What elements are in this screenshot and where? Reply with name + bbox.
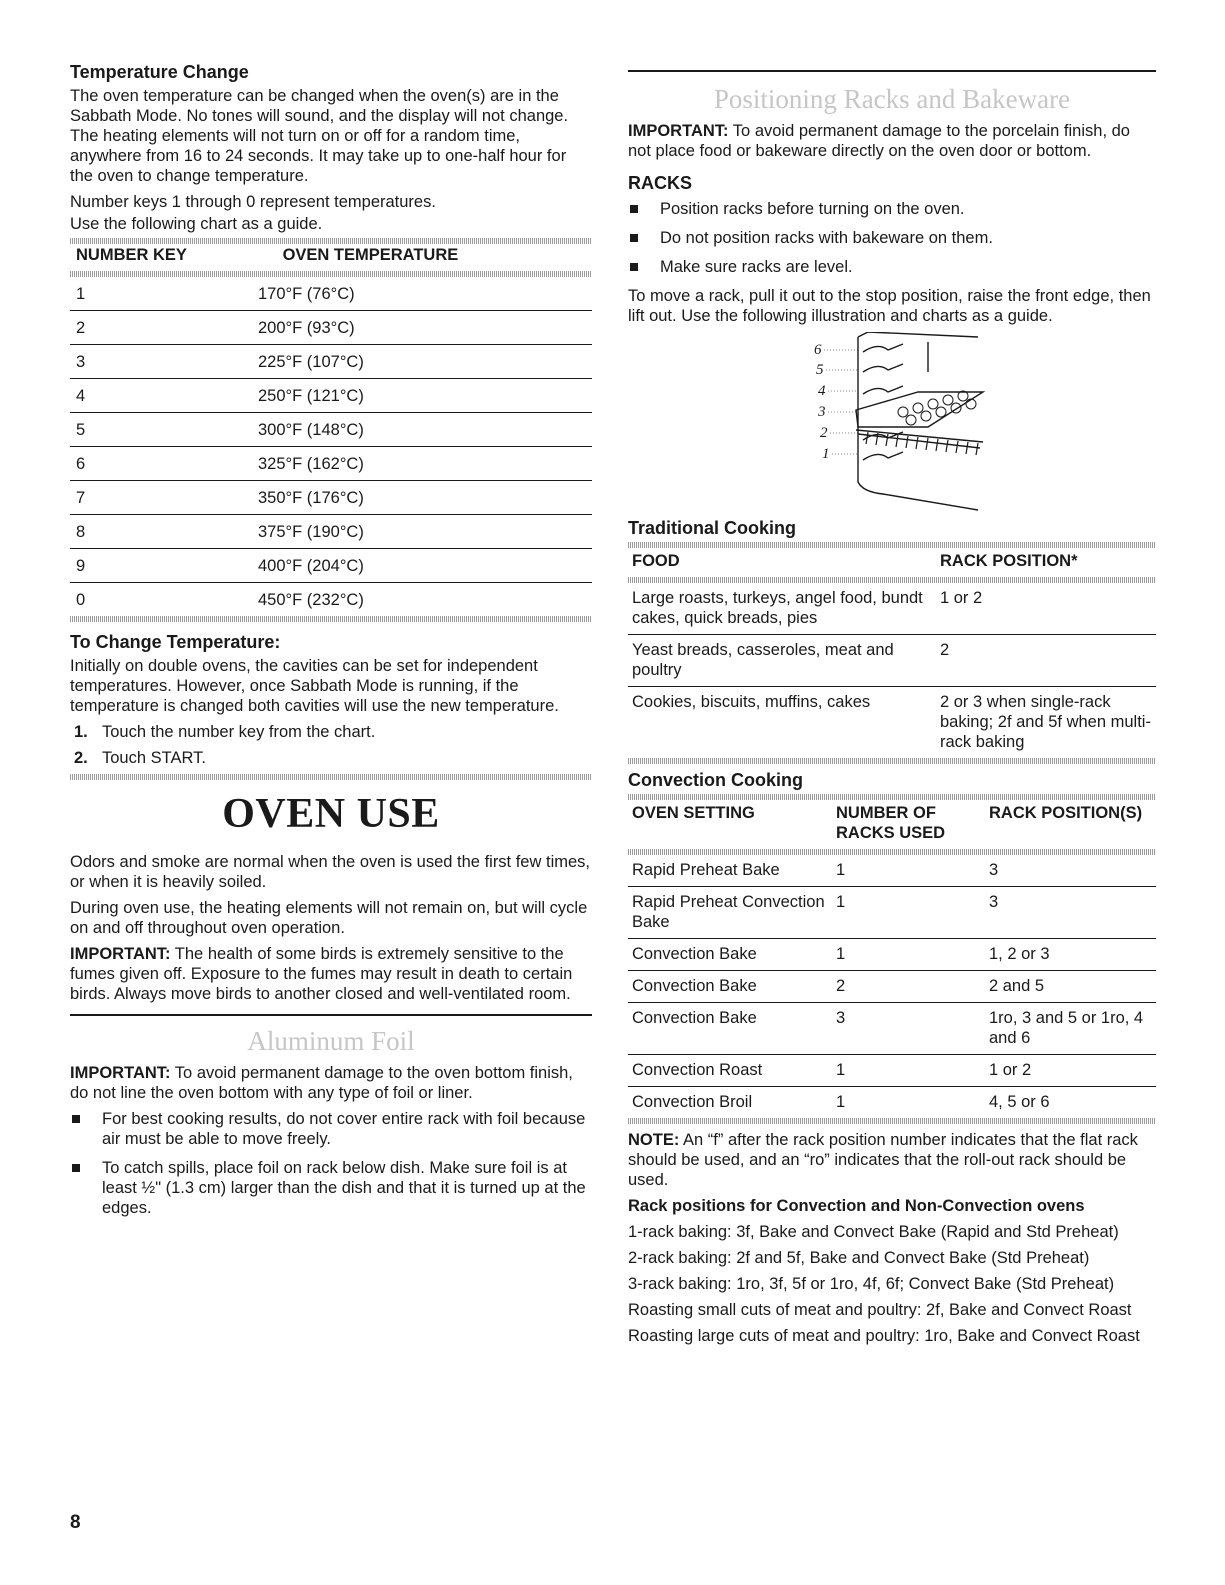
food-cell: Large roasts, turkeys, angel food, bundt cakes, quick breads, pies (628, 583, 936, 635)
table-row (70, 345, 592, 379)
header-number-of-racks: NUMBER OF RACKS USED (836, 804, 946, 842)
oven-use-paragraph-1: Odors and smoke are normal when the oven is used the first few times, or when it is heavily soiled. (70, 853, 590, 891)
foil-bullet-list (70, 1109, 592, 1218)
step-number: 1. (74, 723, 88, 741)
list-item (628, 257, 1156, 277)
table-row (628, 1055, 1156, 1087)
rack-positions-line: Roasting large cuts of meat and poultry: 1ro, Bake and Convect Roast (628, 1327, 1140, 1345)
table-row (628, 1087, 1156, 1119)
number-key-cell: 0 (76, 590, 86, 609)
rack-label-3: 3 (818, 404, 826, 420)
rack-positions-cell: 3 (985, 855, 1156, 887)
rack-position-cell: 2 (936, 635, 1156, 687)
to-change-temperature-heading: To Change Temperature: (70, 632, 281, 652)
table-row (628, 635, 1156, 687)
rack-positions-cell: 4, 5 or 6 (989, 1093, 1050, 1111)
square-bullet-icon (630, 263, 638, 271)
table-bottom-divider (70, 616, 592, 622)
temperature-change-paragraph: The oven temperature can be changed when the oven(s) are in the Sabbath Mode. No tones will sound, and the display will not change. The heating elements will not turn on or off for a random time, anywhere from 16 to 24 seconds. It may take up to one-half hour for the oven to change temperature. (70, 87, 569, 185)
oven-use-title: OVEN USE (222, 791, 440, 837)
rack-position-cell: 1 or 2 (936, 583, 1156, 635)
table-row (70, 379, 592, 413)
important-text: To avoid permanent damage to the oven bottom finish, do not line the oven bottom with any type of foil or liner. (70, 1064, 573, 1102)
racks-paragraph: To move a rack, pull it out to the stop position, raise the front edge, then lift out. Use the following illustration and charts as a guide. (628, 287, 1151, 325)
food-cell: Cookies, biscuits, muffins, cakes (632, 693, 871, 711)
conv-table-bottom-divider (628, 1118, 1156, 1124)
foil-section-rule (70, 1014, 592, 1016)
table-row (70, 583, 592, 617)
to-change-paragraph: Initially on double ovens, the cavities can be set for independent temperatures. However, once Sabbath Mode is running, if the temperature is changed both cavities will use the new temperature. (70, 657, 559, 715)
foil-important (70, 1063, 592, 1103)
racks-used-cell: 2 (832, 971, 985, 1003)
header-oven-temperature: OVEN TEMPERATURE (282, 246, 459, 264)
racks-used-cell: 1 (832, 855, 985, 887)
oven-setting-cell: Rapid Preheat Bake (628, 855, 832, 887)
oven-setting-cell: Convection Broil (632, 1093, 753, 1111)
step-item (70, 722, 592, 742)
table-row (70, 413, 592, 447)
steps-list (70, 722, 592, 768)
important-text: The health of some birds is extremely sensitive to the fumes given off. Exposure to the fumes may result in death to certain birds. Always move birds to another closed and well-ventilated room. (70, 945, 573, 1003)
number-key-cell: 5 (70, 413, 252, 447)
racks-heading: RACKS (628, 173, 693, 193)
rack-label-5: 5 (816, 362, 824, 378)
temperature-cell: 450°F (232°C) (258, 590, 364, 609)
step-item (70, 748, 592, 768)
chart-guide-line: Use the following chart as a guide. (70, 215, 323, 233)
temperature-change-heading: Temperature Change (70, 62, 249, 82)
table-row (70, 481, 592, 515)
bullet-text: Position racks before turning on the oven. (660, 200, 965, 218)
table-row (70, 277, 592, 311)
rack-label-1: 1 (822, 446, 830, 462)
number-key-cell: 8 (70, 515, 252, 549)
oven-setting-cell: Convection Bake (628, 971, 832, 1003)
racks-bullet-list (628, 199, 1156, 277)
convection-cooking-table-body (628, 855, 1156, 1118)
square-bullet-icon (72, 1164, 80, 1172)
temperature-cell: 200°F (93°C) (252, 311, 592, 345)
header-rack-positions: RACK POSITION(S) (989, 804, 1143, 822)
convection-cooking-table (628, 800, 1156, 849)
number-key-cell: 9 (70, 549, 252, 583)
list-item (70, 1158, 592, 1218)
step-number: 2. (74, 749, 88, 767)
temperature-cell: 325°F (162°C) (252, 447, 592, 481)
table-row (70, 515, 592, 549)
rack-positions-cell: 1 or 2 (985, 1055, 1156, 1087)
positioning-section-rule (628, 70, 1156, 72)
important-label: IMPORTANT: (70, 945, 171, 963)
table-header-row (628, 800, 1156, 849)
rack-positions-cell: 1ro, 3 and 5 or 1ro, 4 and 6 (985, 1003, 1156, 1055)
oven-setting-cell: Rapid Preheat Convection Bake (628, 887, 832, 939)
number-key-cell: 1 (70, 277, 252, 311)
square-bullet-icon (630, 234, 638, 242)
aluminum-foil-title: Aluminum Foil (247, 1026, 415, 1056)
rack-positions-cell: 1, 2 or 3 (985, 939, 1156, 971)
header-rack-position: RACK POSITION* (940, 552, 1078, 570)
racks-used-cell: 3 (832, 1003, 985, 1055)
rack-positions-line: Roasting small cuts of meat and poultry: 2f, Bake and Convect Roast (628, 1301, 1132, 1319)
temperature-cell: 375°F (190°C) (252, 515, 592, 549)
traditional-cooking-heading: Traditional Cooking (628, 518, 797, 538)
section-divider (70, 774, 592, 780)
bullet-text: To catch spills, place foil on rack below dish. Make sure foil is at least ½" (1.3 cm) larger than the dish and that it is turned up at the edges. (102, 1159, 586, 1217)
positioning-important (628, 121, 1156, 161)
table-header-row (70, 244, 592, 271)
racks-used-cell: 1 (832, 939, 985, 971)
rack-positions-line: 2-rack baking: 2f and 5f, Bake and Convect Bake (Std Preheat) (628, 1249, 1090, 1267)
temperature-cell: 400°F (204°C) (252, 549, 592, 583)
temperature-cell: 300°F (148°C) (252, 413, 592, 447)
traditional-cooking-table (628, 548, 1156, 577)
rack-label-2: 2 (820, 425, 828, 441)
temperature-cell: 170°F (76°C) (252, 277, 592, 311)
bullet-text: For best cooking results, do not cover entire rack with foil because air must be able to move freely. (102, 1110, 586, 1148)
table-header-row (628, 548, 1156, 577)
number-key-cell: 2 (70, 311, 252, 345)
rack-positions-illustration (808, 332, 988, 512)
racks-used-cell: 1 (836, 1093, 846, 1111)
oven-use-paragraph-2: During oven use, the heating elements will not remain on, but will cycle on and off throughout oven operation. (70, 899, 588, 937)
number-key-cell: 3 (70, 345, 252, 379)
note-label: NOTE: (628, 1131, 680, 1149)
table-row (628, 939, 1156, 971)
temperature-table (70, 244, 592, 271)
positioning-racks-title: Positioning Racks and Bakeware (713, 84, 1071, 114)
list-item (628, 228, 1156, 248)
convection-cooking-heading: Convection Cooking (628, 770, 803, 790)
temperature-cell: 250°F (121°C) (252, 379, 592, 413)
traditional-cooking-table-body (628, 583, 1156, 758)
temperature-cell: 225°F (107°C) (252, 345, 592, 379)
trad-table-bottom-divider (628, 758, 1156, 764)
rack-positions-line: 1-rack baking: 3f, Bake and Convect Bake (Rapid and Std Preheat) (628, 1223, 1119, 1241)
page-number: 8 (70, 1512, 81, 1533)
oven-setting-cell: Convection Bake (628, 939, 832, 971)
step-text: Touch the number key from the chart. (102, 723, 376, 741)
number-key-cell: 6 (70, 447, 252, 481)
table-row (70, 447, 592, 481)
table-row (628, 887, 1156, 939)
table-row (70, 549, 592, 583)
table-row (628, 971, 1156, 1003)
oven-setting-cell: Convection Bake (628, 1003, 832, 1055)
header-oven-setting: OVEN SETTING (632, 804, 755, 822)
rack-label-6: 6 (814, 342, 822, 358)
important-text: To avoid permanent damage to the porcelain finish, do not place food or bakeware directly on the oven door or bottom. (628, 122, 1130, 160)
number-keys-line: Number keys 1 through 0 represent temperatures. (70, 193, 436, 211)
table-row (628, 1003, 1156, 1055)
bullet-text: Make sure racks are level. (660, 258, 853, 276)
list-item (628, 199, 1156, 219)
oven-use-important (70, 944, 592, 1004)
bullet-text: Do not position racks with bakeware on them. (660, 229, 993, 247)
rack-positions-heading: Rack positions for Convection and Non-Convection ovens (628, 1197, 1085, 1215)
right-column (628, 70, 1156, 1352)
left-column (70, 62, 592, 1227)
step-text: Touch START. (102, 749, 206, 767)
list-item (70, 1109, 592, 1149)
square-bullet-icon (72, 1115, 80, 1123)
table-row (628, 583, 1156, 635)
temperature-table-body (70, 277, 592, 616)
important-label: IMPORTANT: (70, 1064, 171, 1082)
temperature-cell: 350°F (176°C) (252, 481, 592, 515)
header-food: FOOD (632, 552, 680, 570)
food-cell: Yeast breads, casseroles, meat and poultry (628, 635, 936, 687)
rack-positions-line: 3-rack baking: 1ro, 3f, 5f or 1ro, 4f, 6f; Convect Bake (Std Preheat) (628, 1275, 1115, 1293)
note-paragraph (628, 1130, 1156, 1190)
note-text: An “f” after the rack position number indicates that the flat rack should be used, and an “ro” indicates that the roll-out rack should be used. (628, 1131, 1138, 1189)
rack-positions-cell: 3 (985, 887, 1156, 939)
number-key-cell: 4 (70, 379, 252, 413)
square-bullet-icon (630, 205, 638, 213)
table-row (628, 855, 1156, 887)
rack-positions-cell: 2 and 5 (985, 971, 1156, 1003)
table-row (70, 311, 592, 345)
racks-used-cell: 1 (832, 1055, 985, 1087)
important-label: IMPORTANT: (628, 122, 729, 140)
rack-position-cell: 2 or 3 when single-rack baking; 2f and 5f when multi-rack baking (940, 693, 1151, 751)
rack-label-4: 4 (818, 383, 826, 399)
racks-used-cell: 1 (832, 887, 985, 939)
table-row (628, 687, 1156, 759)
oven-setting-cell: Convection Roast (628, 1055, 832, 1087)
header-number-key: NUMBER KEY (76, 246, 187, 264)
number-key-cell: 7 (70, 481, 252, 515)
